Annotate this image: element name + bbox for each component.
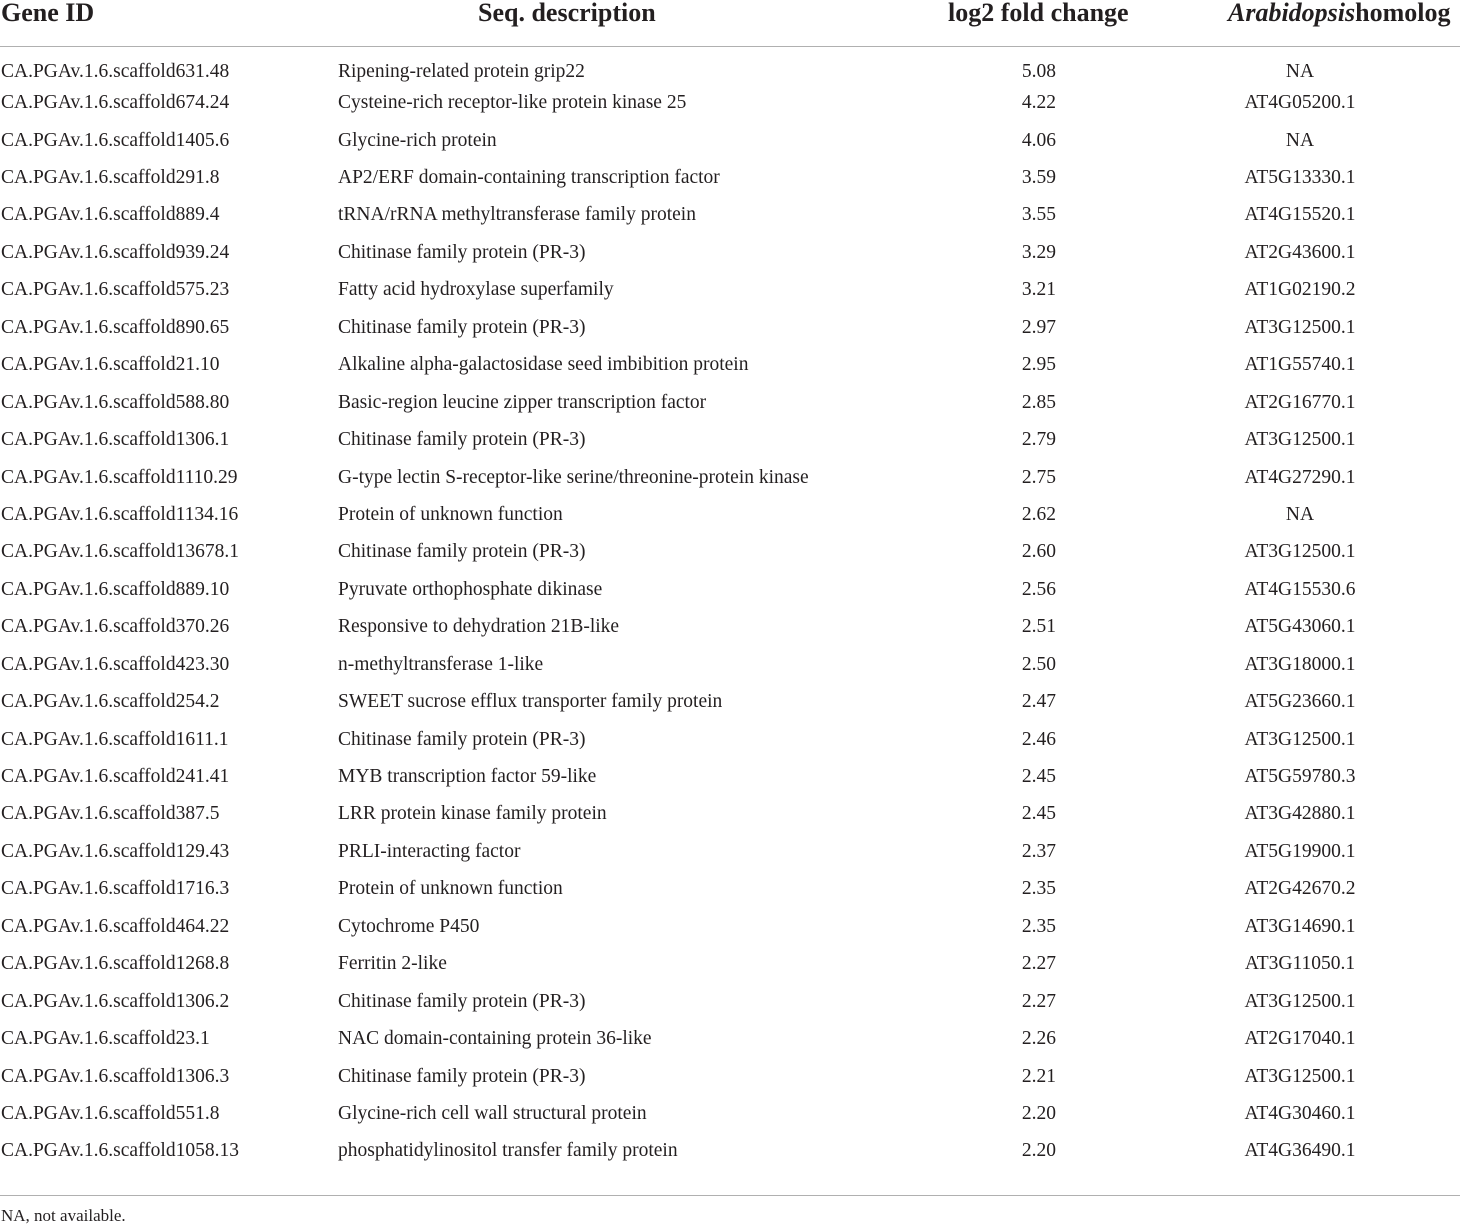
log2-fold-change-cell: 4.06 bbox=[1021, 129, 1056, 151]
description-cell: AP2/ERF domain-containing transcription factor bbox=[338, 167, 720, 189]
table-row bbox=[0, 983, 1460, 1020]
description-cell: tRNA/rRNA methyltransferase family protein bbox=[338, 204, 696, 226]
homolog-cell: AT3G14690.1 bbox=[1244, 915, 1356, 937]
table-row bbox=[0, 309, 1460, 346]
homolog-cell: AT2G42670.2 bbox=[1244, 878, 1356, 900]
log2-fold-change-cell: 3.21 bbox=[1021, 279, 1056, 301]
homolog-cell: AT2G43600.1 bbox=[1244, 241, 1356, 263]
homolog-cell: AT4G27290.1 bbox=[1244, 466, 1356, 488]
description-cell: Chitinase family protein (PR-3) bbox=[338, 728, 586, 750]
log2-fold-change-cell: 2.35 bbox=[1021, 878, 1056, 900]
gene-id-cell: CA.PGAv.1.6.scaffold1134.16 bbox=[1, 503, 239, 525]
homolog-cell: AT4G30460.1 bbox=[1244, 1102, 1356, 1124]
log2-fold-change-cell: 5.08 bbox=[1021, 60, 1056, 82]
gene-id-cell: CA.PGAv.1.6.scaffold1306.3 bbox=[1, 1065, 230, 1087]
homolog-cell: AT3G18000.1 bbox=[1244, 653, 1356, 675]
description-cell: LRR protein kinase family protein bbox=[338, 803, 607, 825]
description-cell: PRLI-interacting factor bbox=[338, 840, 521, 862]
gene-id-cell: CA.PGAv.1.6.scaffold423.30 bbox=[1, 653, 230, 675]
description-cell: n-methyltransferase 1-like bbox=[338, 653, 544, 675]
log2-fold-change-cell: 2.56 bbox=[1021, 578, 1056, 600]
description-cell: Cysteine-rich receptor-like protein kinase 25 bbox=[338, 92, 687, 114]
gene-id-cell: CA.PGAv.1.6.scaffold889.4 bbox=[1, 204, 220, 226]
log2-fold-change-cell: 2.20 bbox=[1021, 1102, 1056, 1124]
homolog-cell: NA bbox=[1285, 129, 1315, 151]
gene-id-cell: CA.PGAv.1.6.scaffold1306.2 bbox=[1, 990, 230, 1012]
gene-id-cell: CA.PGAv.1.6.scaffold291.8 bbox=[1, 167, 220, 189]
log2-fold-change-cell: 2.95 bbox=[1021, 354, 1056, 376]
table-row bbox=[0, 384, 1460, 421]
table-row bbox=[0, 496, 1460, 533]
log2-fold-change-cell: 2.47 bbox=[1021, 691, 1056, 713]
log2-fold-change-cell: 2.27 bbox=[1021, 953, 1056, 975]
log2-fold-change-cell: 3.55 bbox=[1021, 204, 1056, 226]
table-row bbox=[0, 1095, 1460, 1132]
gene-id-cell: CA.PGAv.1.6.scaffold254.2 bbox=[1, 691, 220, 713]
table-row bbox=[0, 1020, 1460, 1057]
log2-fold-change-cell: 2.27 bbox=[1021, 990, 1056, 1012]
gene-id-cell: CA.PGAv.1.6.scaffold939.24 bbox=[1, 241, 230, 263]
table-row bbox=[0, 159, 1460, 196]
header-gene-id: Gene ID bbox=[0, 0, 338, 47]
table-row bbox=[0, 1133, 1460, 1170]
description-cell: Protein of unknown function bbox=[338, 878, 563, 900]
table-footnote: NA, not available. bbox=[1, 1206, 126, 1225]
homolog-cell: AT3G11050.1 bbox=[1244, 953, 1356, 975]
table-row bbox=[0, 234, 1460, 271]
log2-fold-change-cell: 2.62 bbox=[1021, 503, 1056, 525]
table-row bbox=[0, 571, 1460, 608]
header-arabidopsis-homolog bbox=[1180, 0, 1460, 47]
description-cell: G-type lectin S-receptor-like serine/threonine-protein kinase bbox=[338, 466, 809, 488]
gene-id-cell: CA.PGAv.1.6.scaffold13678.1 bbox=[1, 541, 239, 563]
table-bottom-rule bbox=[0, 1195, 1460, 1196]
homolog-cell: AT2G16770.1 bbox=[1244, 391, 1356, 413]
gene-id-cell: CA.PGAv.1.6.scaffold241.41 bbox=[1, 766, 230, 788]
table-row bbox=[0, 833, 1460, 870]
gene-id-cell: CA.PGAv.1.6.scaffold129.43 bbox=[1, 840, 230, 862]
homolog-cell: AT3G12500.1 bbox=[1244, 990, 1356, 1012]
homolog-cell: AT3G42880.1 bbox=[1244, 803, 1356, 825]
table-row bbox=[0, 683, 1460, 720]
table-row bbox=[0, 84, 1460, 121]
header-homolog-species: Arabidopsis bbox=[1228, 0, 1356, 27]
log2-fold-change-cell: 3.29 bbox=[1021, 241, 1056, 263]
description-cell: phosphatidylinositol transfer family protein bbox=[338, 1140, 678, 1162]
log2-fold-change-cell: 2.37 bbox=[1021, 840, 1056, 862]
description-cell: Glycine-rich protein bbox=[338, 129, 497, 151]
gene-id-cell: CA.PGAv.1.6.scaffold588.80 bbox=[1, 391, 230, 413]
log2-fold-change-cell: 2.45 bbox=[1021, 766, 1056, 788]
log2-fold-change-cell: 4.22 bbox=[1021, 92, 1056, 114]
homolog-cell: NA bbox=[1285, 60, 1315, 82]
log2-fold-change-cell: 2.75 bbox=[1021, 466, 1056, 488]
description-cell: Responsive to dehydration 21B-like bbox=[338, 616, 620, 638]
description-cell: Protein of unknown function bbox=[338, 503, 563, 525]
table-row bbox=[0, 1058, 1460, 1095]
description-cell: Ripening-related protein grip22 bbox=[338, 60, 585, 82]
description-cell: SWEET sucrose efflux transporter family protein bbox=[338, 691, 723, 713]
log2-fold-change-cell: 2.50 bbox=[1021, 653, 1056, 675]
table-row bbox=[0, 796, 1460, 833]
homolog-cell: AT2G17040.1 bbox=[1244, 1028, 1356, 1050]
description-cell: Cytochrome P450 bbox=[338, 915, 480, 937]
gene-id-cell: CA.PGAv.1.6.scaffold1058.13 bbox=[1, 1140, 239, 1162]
homolog-cell: AT4G15530.6 bbox=[1244, 578, 1356, 600]
log2-fold-change-cell: 3.59 bbox=[1021, 167, 1056, 189]
description-cell: Chitinase family protein (PR-3) bbox=[338, 429, 586, 451]
gene-id-cell: CA.PGAv.1.6.scaffold551.8 bbox=[1, 1102, 220, 1124]
table-row bbox=[0, 347, 1460, 384]
description-cell: Fatty acid hydroxylase superfamily bbox=[338, 279, 614, 301]
log2-fold-change-cell: 2.35 bbox=[1021, 915, 1056, 937]
gene-id-cell: CA.PGAv.1.6.scaffold674.24 bbox=[1, 92, 230, 114]
log2-fold-change-cell: 2.51 bbox=[1021, 616, 1056, 638]
header-homolog-word: homolog bbox=[1355, 0, 1451, 27]
gene-id-cell: CA.PGAv.1.6.scaffold1306.1 bbox=[1, 429, 230, 451]
table-row bbox=[0, 47, 1460, 85]
homolog-cell: AT1G02190.2 bbox=[1244, 279, 1356, 301]
log2-fold-change-cell: 2.60 bbox=[1021, 541, 1056, 563]
description-cell: Pyruvate orthophosphate dikinase bbox=[338, 578, 603, 600]
gene-id-cell: CA.PGAv.1.6.scaffold387.5 bbox=[1, 803, 220, 825]
homolog-cell: AT5G19900.1 bbox=[1244, 840, 1356, 862]
table-row bbox=[0, 421, 1460, 458]
homolog-cell: AT3G12500.1 bbox=[1244, 429, 1356, 451]
description-cell: NAC domain-containing protein 36-like bbox=[338, 1028, 652, 1050]
header-log2-fold-change: log2 fold change bbox=[898, 0, 1180, 47]
header-seq-description: Seq. description bbox=[338, 0, 898, 47]
homolog-cell: AT4G15520.1 bbox=[1244, 204, 1356, 226]
table-row bbox=[0, 609, 1460, 646]
homolog-cell: AT3G12500.1 bbox=[1244, 728, 1356, 750]
table-row bbox=[0, 534, 1460, 571]
homolog-cell: AT4G36490.1 bbox=[1244, 1140, 1356, 1162]
log2-fold-change-cell: 2.97 bbox=[1021, 316, 1056, 338]
gene-id-cell: CA.PGAv.1.6.scaffold370.26 bbox=[1, 616, 230, 638]
log2-fold-change-cell: 2.26 bbox=[1021, 1028, 1056, 1050]
table-row bbox=[0, 646, 1460, 683]
gene-id-cell: CA.PGAv.1.6.scaffold1405.6 bbox=[1, 129, 230, 151]
homolog-cell: AT3G12500.1 bbox=[1244, 1065, 1356, 1087]
table-row bbox=[0, 272, 1460, 309]
homolog-cell: AT5G59780.3 bbox=[1244, 766, 1356, 788]
homolog-cell: AT4G05200.1 bbox=[1244, 92, 1356, 114]
gene-id-cell: CA.PGAv.1.6.scaffold575.23 bbox=[1, 279, 230, 301]
gene-id-cell: CA.PGAv.1.6.scaffold21.10 bbox=[1, 354, 220, 376]
table-body bbox=[0, 47, 1460, 1171]
gene-id-cell: CA.PGAv.1.6.scaffold889.10 bbox=[1, 578, 230, 600]
table-row bbox=[0, 758, 1460, 795]
description-cell: Alkaline alpha-galactosidase seed imbibition protein bbox=[338, 354, 749, 376]
gene-id-cell: CA.PGAv.1.6.scaffold464.22 bbox=[1, 915, 230, 937]
gene-id-cell: CA.PGAv.1.6.scaffold631.48 bbox=[1, 60, 230, 82]
gene-id-cell: CA.PGAv.1.6.scaffold1716.3 bbox=[1, 878, 230, 900]
description-cell: Chitinase family protein (PR-3) bbox=[338, 241, 586, 263]
description-cell: Chitinase family protein (PR-3) bbox=[338, 316, 586, 338]
log2-fold-change-cell: 2.20 bbox=[1021, 1140, 1056, 1162]
description-cell: Chitinase family protein (PR-3) bbox=[338, 1065, 586, 1087]
log2-fold-change-cell: 2.79 bbox=[1021, 429, 1056, 451]
log2-fold-change-cell: 2.46 bbox=[1021, 728, 1056, 750]
homolog-cell: AT3G12500.1 bbox=[1244, 316, 1356, 338]
table-row bbox=[0, 721, 1460, 758]
table-row bbox=[0, 459, 1460, 496]
header-row bbox=[0, 0, 1460, 47]
table-row bbox=[0, 946, 1460, 983]
table-row bbox=[0, 197, 1460, 234]
description-cell: Ferritin 2-like bbox=[338, 953, 447, 975]
log2-fold-change-cell: 2.85 bbox=[1021, 391, 1056, 413]
description-cell: Chitinase family protein (PR-3) bbox=[338, 541, 586, 563]
homolog-cell: AT5G23660.1 bbox=[1244, 691, 1356, 713]
homolog-cell: AT5G43060.1 bbox=[1244, 616, 1356, 638]
gene-id-cell: CA.PGAv.1.6.scaffold890.65 bbox=[1, 316, 230, 338]
description-cell: Basic-region leucine zipper transcription factor bbox=[338, 391, 707, 413]
table-row bbox=[0, 908, 1460, 945]
description-cell: Chitinase family protein (PR-3) bbox=[338, 990, 586, 1012]
homolog-cell: AT5G13330.1 bbox=[1244, 167, 1356, 189]
homolog-cell: AT1G55740.1 bbox=[1244, 354, 1356, 376]
gene-id-cell: CA.PGAv.1.6.scaffold1110.29 bbox=[1, 466, 238, 488]
log2-fold-change-cell: 2.45 bbox=[1021, 803, 1056, 825]
gene-id-cell: CA.PGAv.1.6.scaffold23.1 bbox=[1, 1028, 210, 1050]
description-cell: Glycine-rich cell wall structural protein bbox=[338, 1102, 647, 1124]
table-header bbox=[0, 0, 1460, 47]
gene-id-cell: CA.PGAv.1.6.scaffold1268.8 bbox=[1, 953, 230, 975]
table-row bbox=[0, 122, 1460, 159]
log2-fold-change-cell: 2.21 bbox=[1021, 1065, 1056, 1087]
gene-id-cell: CA.PGAv.1.6.scaffold1611.1 bbox=[1, 728, 229, 750]
homolog-cell: NA bbox=[1285, 503, 1315, 525]
description-cell: MYB transcription factor 59-like bbox=[338, 766, 597, 788]
table-row bbox=[0, 871, 1460, 908]
homolog-cell: AT3G12500.1 bbox=[1244, 541, 1356, 563]
